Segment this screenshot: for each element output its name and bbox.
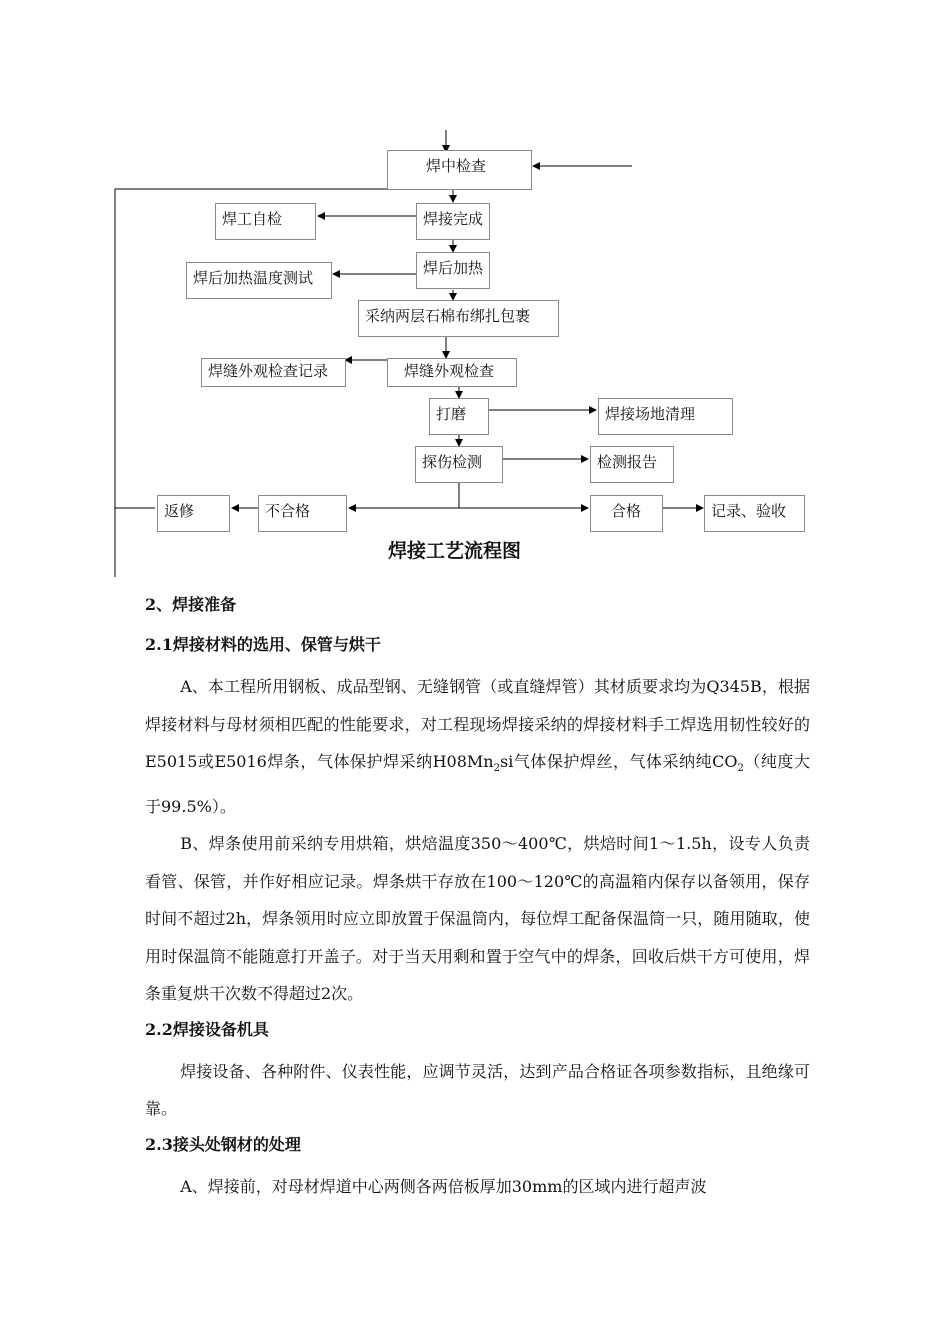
node-post-heat-temp — [186, 262, 332, 299]
subscript: 2 — [737, 763, 744, 775]
node-label: 焊后加热温度测试 — [193, 269, 314, 287]
subscript: 2 — [493, 763, 500, 775]
flowchart-title: 焊接工艺流程图 — [388, 540, 522, 562]
node-post-heat — [416, 252, 490, 289]
node-label: 打磨 — [436, 405, 467, 423]
node-label: 不合格 — [265, 502, 311, 520]
node-site-clean — [598, 398, 733, 435]
node-label: 焊中检查 — [426, 157, 487, 175]
text-run: si气体保护焊丝，气体采纳纯CO — [499, 752, 738, 771]
node-label: 焊工自检 — [222, 210, 283, 228]
node-report — [590, 446, 674, 483]
section-heading-2-3: 2.3接头处钢材的处理 — [145, 1134, 301, 1154]
node-visual-check — [387, 358, 517, 387]
node-flaw-detect — [415, 446, 503, 483]
node-accept — [704, 495, 805, 532]
node-label: 焊后加热 — [423, 259, 484, 277]
text-run: （纯度大于99.5%）。 — [145, 752, 810, 816]
section-heading-2: 2、焊接准备 — [145, 595, 237, 614]
node-inspect-during — [387, 150, 532, 190]
node-label: 采纳两层石棉布绑扎包裹 — [365, 307, 531, 325]
node-label: 检测报告 — [597, 453, 658, 471]
paragraph-2-2: 焊接设备、各种附件、仪表性能，应调节灵活，达到产品合格证各项参数指标，且绝缘可靠。 — [145, 1061, 810, 1119]
text-run: A、本工程所用钢板、成品型钢、无缝钢管（或直缝焊管）其材质要求均为Q345B，根据焊接材料与母材须相匹配的性能要求，对工程现场焊接采纳的焊接材料手工焊选用韧性较好的E5015或E5016焊条，气体保护焊采纳H08Mn — [145, 677, 810, 771]
node-label: 合格 — [611, 502, 642, 520]
paragraph-2-1-b: B、焊条使用前采纳专用烘箱，烘焙温度350～400℃，烘焙时间1～1.5h，设专人负责看管、保管，并作好相应记录。焊条烘干存放在100～120℃的高温箱内保存以备领用，保存时间不超过2h，焊条领用时应立即放置于保温筒内，每位焊工配备保温筒一只，随用随取，使用时保温筒不能随意打开盖子。对于当天用剩和置于空气中的焊条，回收后烘干方可使用，焊条重复烘干次数不得超过2次。 — [145, 834, 810, 1004]
node-label: 焊接完成 — [423, 210, 484, 228]
node-label: 焊接场地清理 — [605, 405, 696, 423]
node-label: 探伤检测 — [422, 453, 483, 471]
node-weld-done — [416, 203, 490, 240]
node-repair — [157, 495, 230, 532]
section-heading-2-1: 2.1焊接材料的选用、保管与烘干 — [145, 635, 381, 654]
node-grind — [429, 398, 489, 435]
node-self-check — [215, 203, 316, 240]
node-label: 焊缝外观检查记录 — [208, 362, 329, 380]
node-label: 记录、验收 — [711, 502, 787, 520]
node-label: 焊缝外观检查 — [404, 362, 495, 380]
node-wrap — [358, 300, 559, 337]
document-body — [145, 588, 810, 1205]
node-visual-record — [201, 358, 346, 387]
node-pass — [590, 495, 663, 532]
node-fail — [258, 495, 347, 532]
section-heading-2-2: 2.2焊接设备机具 — [145, 1019, 269, 1039]
paragraph-2-1-a — [145, 668, 810, 825]
paragraph-2-3-a: A、焊接前，对母材焊道中心两侧各两倍板厚加30mm的区域内进行超声波 — [180, 1176, 707, 1196]
node-label: 返修 — [164, 502, 195, 520]
